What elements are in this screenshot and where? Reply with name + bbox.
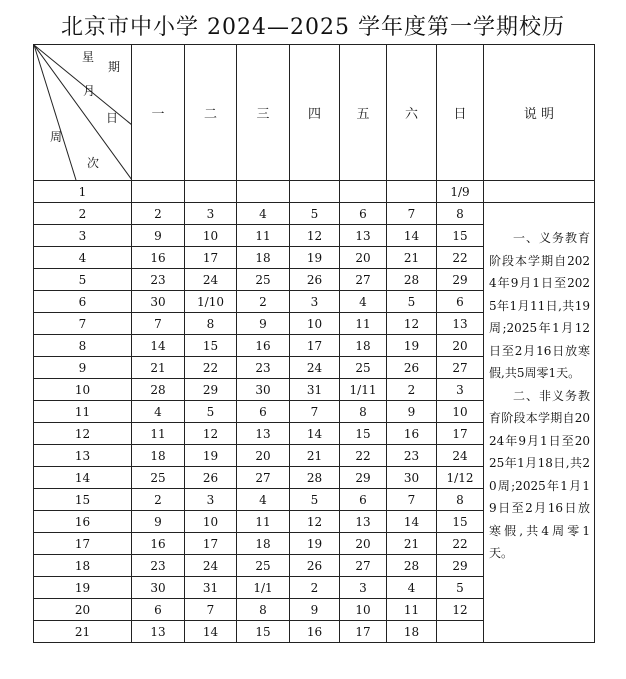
date-cell: 17: [437, 423, 484, 445]
date-cell: 16: [132, 247, 185, 269]
date-cell: 8: [185, 313, 237, 335]
date-cell: 9: [387, 401, 437, 423]
date-cell: 1/9: [437, 181, 484, 203]
date-cell: 19: [290, 533, 340, 555]
note-paragraph: 二、非义务教育阶段本学期自2024年9月1日至2025年1月18日,共20周;2025年1月19日至2月16日放寒假,共4周零1天。: [489, 388, 590, 560]
date-cell: 9: [290, 599, 340, 621]
date-cell: [185, 181, 237, 203]
date-cell: 29: [437, 555, 484, 577]
date-cell: 8: [437, 489, 484, 511]
date-cell: 15: [437, 225, 484, 247]
date-cell: 6: [340, 489, 387, 511]
date-cell: 9: [237, 313, 290, 335]
date-cell: 7: [387, 203, 437, 225]
weekday-header: 日: [437, 45, 484, 181]
date-cell: 19: [387, 335, 437, 357]
date-cell: 9: [132, 511, 185, 533]
date-cell: 15: [237, 621, 290, 643]
date-cell: 8: [237, 599, 290, 621]
date-cell: 11: [340, 313, 387, 335]
weekday-header: 五: [340, 45, 387, 181]
date-cell: 27: [340, 269, 387, 291]
date-cell: 28: [387, 555, 437, 577]
date-cell: 22: [437, 247, 484, 269]
date-cell: 18: [387, 621, 437, 643]
date-cell: 12: [290, 225, 340, 247]
date-cell: [290, 181, 340, 203]
date-cell: 12: [437, 599, 484, 621]
date-cell: 8: [340, 401, 387, 423]
date-cell: 22: [340, 445, 387, 467]
date-cell: 7: [132, 313, 185, 335]
date-cell: 27: [340, 555, 387, 577]
date-cell: 7: [290, 401, 340, 423]
notes-header: 说 明: [484, 45, 595, 181]
date-cell: 17: [290, 335, 340, 357]
date-cell: 25: [237, 555, 290, 577]
date-cell: 18: [340, 335, 387, 357]
date-cell: 20: [340, 533, 387, 555]
week-number-cell: 17: [34, 533, 132, 555]
date-cell: 24: [185, 555, 237, 577]
header-row: [34, 45, 595, 181]
date-cell: 14: [387, 225, 437, 247]
date-cell: 2: [132, 203, 185, 225]
date-cell: 15: [185, 335, 237, 357]
date-cell: 25: [237, 269, 290, 291]
date-cell: 5: [437, 577, 484, 599]
date-cell: 6: [340, 203, 387, 225]
week-number-cell: 14: [34, 467, 132, 489]
date-cell: 14: [387, 511, 437, 533]
week-number-cell: 16: [34, 511, 132, 533]
corner-label-zhou: 周: [50, 130, 63, 144]
date-cell: 28: [290, 467, 340, 489]
date-cell: 29: [185, 379, 237, 401]
date-cell: 20: [237, 445, 290, 467]
date-cell: [237, 181, 290, 203]
date-cell: 6: [437, 291, 484, 313]
date-cell: 11: [237, 511, 290, 533]
date-cell: 27: [437, 357, 484, 379]
date-cell: 10: [185, 511, 237, 533]
date-cell: 26: [185, 467, 237, 489]
date-cell: 16: [132, 533, 185, 555]
date-cell: 1/11: [340, 379, 387, 401]
week-number-cell: 20: [34, 599, 132, 621]
corner-label-qi: 期: [108, 60, 121, 74]
week-number-cell: 1: [34, 181, 132, 203]
date-cell: 10: [185, 225, 237, 247]
date-cell: 17: [185, 533, 237, 555]
school-calendar-table: [33, 44, 595, 643]
date-cell: 25: [340, 357, 387, 379]
date-cell: 6: [132, 599, 185, 621]
corner-label-yue: 月: [83, 84, 96, 98]
date-cell: 1/10: [185, 291, 237, 313]
date-cell: [132, 181, 185, 203]
date-cell: 18: [132, 445, 185, 467]
date-cell: 13: [340, 511, 387, 533]
week-number-cell: 8: [34, 335, 132, 357]
date-cell: 25: [132, 467, 185, 489]
date-cell: [437, 621, 484, 643]
date-cell: 28: [132, 379, 185, 401]
date-cell: 23: [132, 269, 185, 291]
date-cell: 21: [387, 533, 437, 555]
date-cell: 11: [132, 423, 185, 445]
week-number-cell: 5: [34, 269, 132, 291]
week-number-cell: 12: [34, 423, 132, 445]
date-cell: 30: [132, 577, 185, 599]
date-cell: 17: [185, 247, 237, 269]
date-cell: 5: [290, 489, 340, 511]
corner-label-ri: 日: [106, 111, 119, 125]
date-cell: 21: [290, 445, 340, 467]
date-cell: 4: [132, 401, 185, 423]
date-cell: 13: [237, 423, 290, 445]
date-cell: 16: [387, 423, 437, 445]
date-cell: 17: [340, 621, 387, 643]
date-cell: 30: [237, 379, 290, 401]
date-cell: 2: [237, 291, 290, 313]
date-cell: 16: [237, 335, 290, 357]
date-cell: 16: [290, 621, 340, 643]
date-cell: 9: [132, 225, 185, 247]
date-cell: 20: [340, 247, 387, 269]
date-cell: 30: [132, 291, 185, 313]
date-cell: 30: [387, 467, 437, 489]
date-cell: 14: [185, 621, 237, 643]
week-number-cell: 9: [34, 357, 132, 379]
date-cell: 21: [132, 357, 185, 379]
weekday-header: 三: [237, 45, 290, 181]
date-cell: [387, 181, 437, 203]
date-cell: 29: [437, 269, 484, 291]
date-cell: 1/12: [437, 467, 484, 489]
date-cell: 24: [437, 445, 484, 467]
date-cell: 10: [290, 313, 340, 335]
date-cell: 3: [340, 577, 387, 599]
date-cell: 4: [237, 489, 290, 511]
date-cell: 12: [185, 423, 237, 445]
date-cell: 8: [437, 203, 484, 225]
week-number-cell: 11: [34, 401, 132, 423]
date-cell: 3: [437, 379, 484, 401]
date-cell: 15: [340, 423, 387, 445]
week-number-cell: 6: [34, 291, 132, 313]
date-cell: 31: [290, 379, 340, 401]
date-cell: 2: [387, 379, 437, 401]
date-cell: 27: [237, 467, 290, 489]
date-cell: 18: [237, 533, 290, 555]
date-cell: 12: [387, 313, 437, 335]
date-cell: 13: [132, 621, 185, 643]
week-number-cell: 18: [34, 555, 132, 577]
note-paragraph: 一、义务教育阶段本学期自2024年9月1日至2025年1月11日,共19周;2025年1月12日至2月16日放寒假,共5周零1天。: [489, 231, 590, 380]
corner-header-cell: [34, 45, 132, 181]
date-cell: 28: [387, 269, 437, 291]
week-number-cell: 4: [34, 247, 132, 269]
date-cell: 7: [387, 489, 437, 511]
date-cell: 4: [387, 577, 437, 599]
date-cell: 11: [387, 599, 437, 621]
date-cell: 3: [290, 291, 340, 313]
notes-blank-cell: [484, 181, 595, 203]
date-cell: 5: [387, 291, 437, 313]
date-cell: 19: [185, 445, 237, 467]
date-cell: 4: [237, 203, 290, 225]
date-cell: 15: [437, 511, 484, 533]
date-cell: 29: [340, 467, 387, 489]
week-number-cell: 7: [34, 313, 132, 335]
date-cell: 10: [340, 599, 387, 621]
date-cell: 24: [185, 269, 237, 291]
date-cell: 14: [132, 335, 185, 357]
week-number-cell: 10: [34, 379, 132, 401]
corner-label-xing: 星: [82, 50, 95, 64]
date-cell: 22: [437, 533, 484, 555]
date-cell: 11: [237, 225, 290, 247]
week-row: [34, 181, 595, 203]
week-number-cell: 21: [34, 621, 132, 643]
date-cell: 21: [387, 247, 437, 269]
date-cell: 31: [185, 577, 237, 599]
date-cell: 1/1: [237, 577, 290, 599]
date-cell: 26: [387, 357, 437, 379]
date-cell: 13: [340, 225, 387, 247]
week-row: [34, 203, 595, 225]
weekday-header: 六: [387, 45, 437, 181]
date-cell: 22: [185, 357, 237, 379]
week-number-cell: 15: [34, 489, 132, 511]
week-number-cell: 3: [34, 225, 132, 247]
date-cell: 3: [185, 203, 237, 225]
weekday-header: 二: [185, 45, 237, 181]
date-cell: 26: [290, 269, 340, 291]
date-cell: 24: [290, 357, 340, 379]
week-number-cell: 13: [34, 445, 132, 467]
date-cell: 23: [132, 555, 185, 577]
date-cell: 4: [340, 291, 387, 313]
date-cell: 13: [437, 313, 484, 335]
notes-cell: [484, 203, 595, 643]
date-cell: 23: [237, 357, 290, 379]
date-cell: 10: [437, 401, 484, 423]
date-cell: 14: [290, 423, 340, 445]
corner-label-ci: 次: [87, 156, 100, 170]
date-cell: 26: [290, 555, 340, 577]
date-cell: 18: [237, 247, 290, 269]
weekday-header: 四: [290, 45, 340, 181]
date-cell: 3: [185, 489, 237, 511]
date-cell: 2: [132, 489, 185, 511]
weekday-header: 一: [132, 45, 185, 181]
date-cell: [340, 181, 387, 203]
date-cell: 23: [387, 445, 437, 467]
date-cell: 2: [290, 577, 340, 599]
week-number-cell: 2: [34, 203, 132, 225]
date-cell: 12: [290, 511, 340, 533]
date-cell: 5: [290, 203, 340, 225]
week-number-cell: 19: [34, 577, 132, 599]
date-cell: 7: [185, 599, 237, 621]
date-cell: 20: [437, 335, 484, 357]
date-cell: 19: [290, 247, 340, 269]
calendar-title: 北京市中小学 2024—2025 学年度第一学期校历: [61, 15, 565, 40]
date-cell: 5: [185, 401, 237, 423]
date-cell: 6: [237, 401, 290, 423]
